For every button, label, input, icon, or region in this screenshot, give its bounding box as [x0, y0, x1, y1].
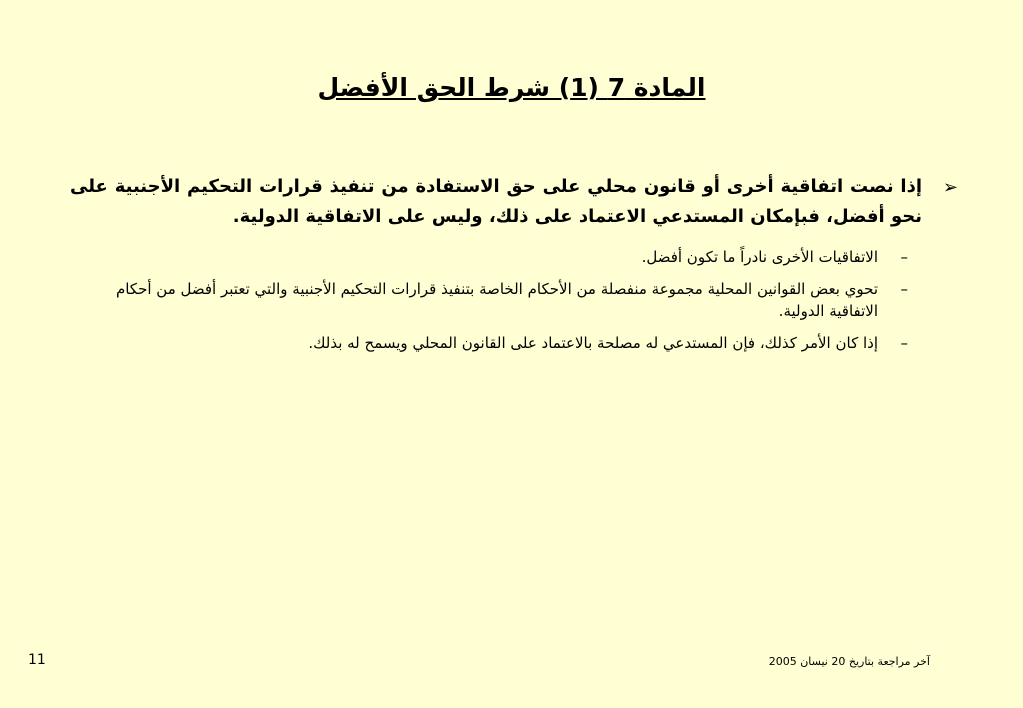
sub-bullet-text: تحوي بعض القوانين المحلية مجموعة منفصلة من الأحكام الخاصة بتنفيذ قرارات التحكيم الأجنبية والتي تعتبر أفضل من أحكام الاتفاقية الدولية. [115, 280, 878, 320]
footer-revision-date: آخر مراجعة بتاريخ 20 نيسان 2005 [768, 655, 930, 668]
slide-title: المادة 7 (1) شرط الحق الأفضل [317, 73, 706, 102]
sub-bullet-list [80, 246, 908, 364]
dash-bullet-icon: – [900, 248, 908, 266]
sub-bullet-item [80, 246, 908, 268]
dash-bullet-icon: – [900, 334, 908, 352]
arrow-bullet-icon: ➢ [942, 177, 958, 198]
sub-bullet-text: إذا كان الأمر كذلك، فإن المستدعي له مصلحة بالاعتماد على القانون المحلي ويسمح له بذلك. [308, 334, 878, 352]
page-number: 11 [28, 652, 46, 668]
main-bullet-text: إذا نصت اتفاقية أخرى أو قانون محلي على حق الاستفادة من تنفيذ قرارات التحكيم الأجنبية على نحو أفضل، فبإمكان المستدعي الاعتماد على ذلك، وليس على الاتفاقية الدولية. [70, 176, 922, 227]
sub-bullet-text: الاتفاقيات الأخرى نادراً ما تكون أفضل. [641, 248, 878, 266]
main-bullet [70, 172, 958, 232]
sub-bullet-item [80, 278, 908, 322]
sub-bullet-item [80, 332, 908, 354]
dash-bullet-icon: – [900, 280, 908, 298]
